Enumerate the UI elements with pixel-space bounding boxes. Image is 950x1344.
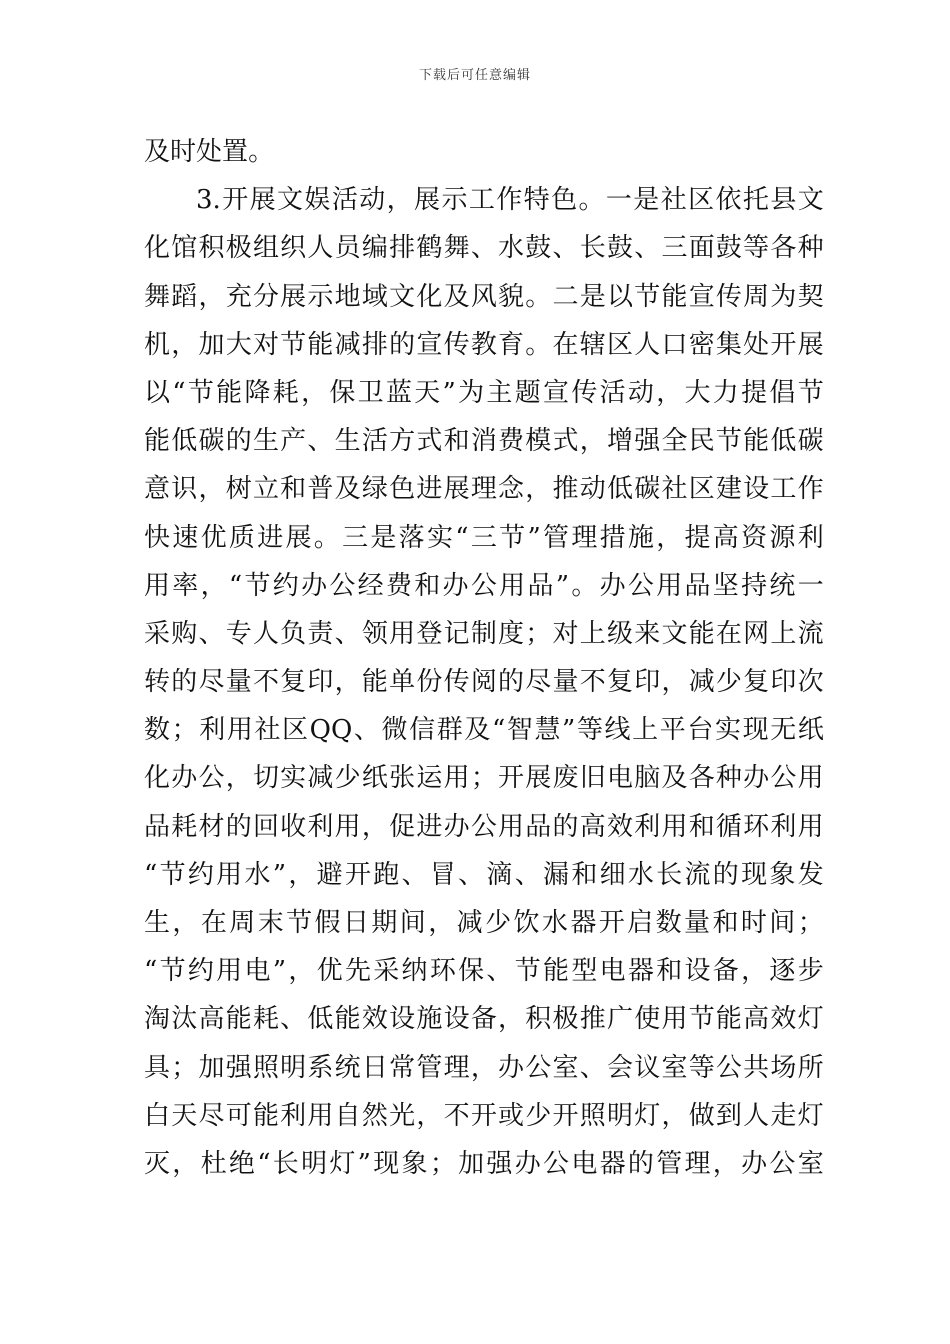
text-line: “ 节 约 用 水 ” ， 避 开 跑 、 冒 、 滴 、 漏 和 细 水 长 流 的 现 象 发 (144, 859, 824, 890)
text-line: 以 “ 节 能 降 耗 ， 保 卫 蓝 天 ” 为 主 题 宣 传 活 动 ， 大 力 提 倡 节 (144, 377, 824, 408)
text-line: 及 时 处 置 。 (144, 137, 275, 167)
text-line: 淘 汰 高 能 耗 、 低 能 效 设 施 设 备 ， 积 极 推 广 使 用 节 能 高 效 灯 (144, 1004, 824, 1035)
text-line: 灭 ， 杜 绝 “ 长 明 灯 ” 现 象 ； 加 强 办 公 电 器 的 管 理 ， 办 公 室 (144, 1148, 824, 1179)
text-line: 化 办 公 ， 切 实 减 少 纸 张 运 用 ； 开 展 废 旧 电 脑 及 各 种 办 公 用 (144, 763, 824, 794)
text-line: 品 耗 材 的 回 收 利 用 ， 促 进 办 公 用 品 的 高 效 利 用 和 循 环 利 用 (144, 811, 824, 842)
text-line: “ 节 约 用 电 ” ， 优 先 采 纳 环 保 、 节 能 型 电 器 和 设 备 ， 逐 步 (144, 956, 824, 987)
text-line: 采 购 、 专 人 负 责 、 领 用 登 记 制 度 ； 对 上 级 来 文 能 在 网 上 流 (144, 618, 824, 649)
text-line: 3. 开 展 文 娱 活 动 ， 展 示 工 作 特 色 。 一 是 社 区 依 托 县 文 (196, 185, 824, 216)
text-line: 能 低 碳 的 生 产 、 生 活 方 式 和 消 费 模 式 ， 增 强 全 民 节 能 低 碳 (144, 426, 824, 457)
text-line: 意 识 ， 树 立 和 普 及 绿 色 进 展 理 念 ， 推 动 低 碳 社 区 建 设 工 作 (144, 474, 824, 505)
text-line: 具 ； 加 强 照 明 系 统 日 常 管 理 ， 办 公 室 、 会 议 室 等 公 共 场 所 (144, 1052, 824, 1083)
document-body (144, 128, 824, 1188)
text-line: 数 ； 利 用 社 区 QQ 、 微 信 群 及 “ 智 慧 ” 等 线 上 平 台 实 现 无 纸 (144, 715, 824, 746)
page-header: 下载后可任意编辑 (418, 68, 531, 83)
text-line: 白 天 尽 可 能 利 用 自 然 光 ， 不 开 或 少 开 照 明 灯 ， 做 到 人 走 灯 (144, 1100, 824, 1131)
text-line: 化 馆 积 极 组 织 人 员 编 排 鹤 舞 、 水 鼓 、 长 鼓 、 三 面 鼓 等 各 种 (144, 233, 824, 264)
text-line: 舞 蹈 ， 充 分 展 示 地 域 文 化 及 风 貌 。 二 是 以 节 能 宣 传 周 为 契 (144, 281, 824, 312)
text-line: 用 率 ， “ 节 约 办 公 经 费 和 办 公 用 品 ” 。 办 公 用 品 坚 持 统 一 (144, 570, 824, 601)
text-line: 机 ， 加 大 对 节 能 减 排 的 宣 传 教 育 。 在 辖 区 人 口 密 集 处 开 展 (144, 329, 824, 360)
text-line: 生 ， 在 周 末 节 假 日 期 间 ， 减 少 饮 水 器 开 启 数 量 和 时 间 ； (144, 908, 824, 938)
text-line: 快 速 优 质 进 展 。 三 是 落 实 “ 三 节 ” 管 理 措 施 ， 提 高 资 源 利 (144, 522, 824, 553)
text-line: 转 的 尽 量 不 复 印 ， 能 单 份 传 阅 的 尽 量 不 复 印 ， 减 少 复 印 次 (144, 667, 824, 698)
